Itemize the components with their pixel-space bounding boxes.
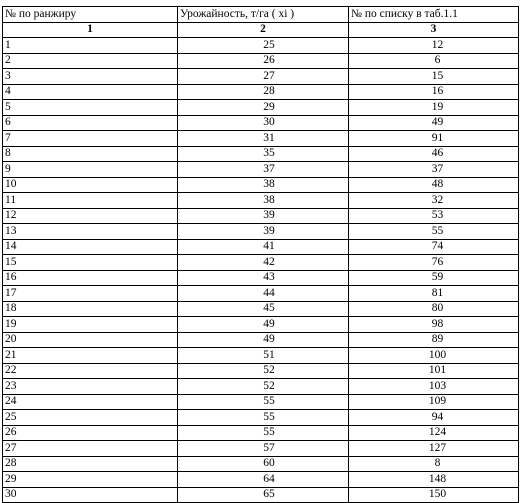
list-number-cell-value: 80 xyxy=(431,302,444,314)
list-number-cell xyxy=(349,224,519,240)
yield-cell xyxy=(178,69,349,85)
yield-cell xyxy=(178,410,349,426)
table-row xyxy=(3,146,519,162)
table-row xyxy=(3,456,519,472)
list-number-cell xyxy=(349,177,519,193)
table-row xyxy=(3,53,519,69)
rank-cell: 6 xyxy=(3,115,178,131)
rank-cell: 15 xyxy=(3,255,178,271)
list-number-cell xyxy=(349,456,519,472)
rank-cell: 30 xyxy=(3,487,178,503)
column-number-row xyxy=(3,22,519,38)
table-row xyxy=(3,286,519,302)
yield-cell xyxy=(178,208,349,224)
table-row xyxy=(3,100,519,116)
rank-cell: 13 xyxy=(3,224,178,240)
yield-cell xyxy=(178,286,349,302)
yield-cell-value: 41 xyxy=(263,240,275,252)
yield-cell xyxy=(178,193,349,209)
yield-cell xyxy=(178,487,349,503)
table-row xyxy=(3,410,519,426)
list-number-cell xyxy=(349,441,519,457)
yield-cell-value: 29 xyxy=(263,100,275,113)
rank-cell: 24 xyxy=(3,394,178,410)
yield-cell xyxy=(178,425,349,441)
list-number-cell xyxy=(349,69,519,85)
yield-cell-value: 42 xyxy=(263,255,275,268)
rank-cell: 22 xyxy=(3,363,178,379)
list-number-cell xyxy=(349,84,519,100)
table-row xyxy=(3,441,519,457)
rank-cell: 14 xyxy=(3,239,178,255)
list-number-cell xyxy=(349,255,519,271)
table-row xyxy=(3,177,519,193)
list-number-cell-value: 53 xyxy=(431,209,444,221)
header-row xyxy=(3,7,519,23)
list-number-cell-value: 8 xyxy=(434,457,441,469)
table-row xyxy=(3,472,519,488)
yield-cell-value: 49 xyxy=(263,317,275,330)
list-number-cell-value: 16 xyxy=(431,85,444,97)
table-row xyxy=(3,270,519,286)
yield-cell xyxy=(178,270,349,286)
rank-cell: 28 xyxy=(3,456,178,472)
list-number-cell xyxy=(349,208,519,224)
list-number-cell xyxy=(349,131,519,147)
yield-cell-value: 39 xyxy=(263,224,275,237)
yield-cell-value: 26 xyxy=(263,54,275,66)
list-number-cell-value: 98 xyxy=(431,317,444,330)
list-number-cell xyxy=(349,162,519,178)
table-row xyxy=(3,394,519,410)
rank-cell: 18 xyxy=(3,301,178,317)
yield-cell xyxy=(178,115,349,131)
list-number-cell xyxy=(349,487,519,503)
yield-cell xyxy=(178,177,349,193)
yield-cell-value: 65 xyxy=(263,488,275,500)
yield-cell xyxy=(178,38,349,54)
yield-cell-value: 52 xyxy=(263,379,275,392)
list-number-cell xyxy=(349,348,519,364)
rank-cell: 9 xyxy=(3,162,178,178)
yield-cell-value: 28 xyxy=(263,85,275,97)
column-number-2: 2 xyxy=(178,22,349,38)
header-rank-number: № по ранжиру xyxy=(3,7,178,23)
yield-cell-value: 64 xyxy=(263,472,275,485)
list-number-cell-value: 109 xyxy=(428,395,447,407)
yield-cell xyxy=(178,301,349,317)
list-number-cell xyxy=(349,239,519,255)
list-number-cell xyxy=(349,363,519,379)
table-row xyxy=(3,224,519,240)
yield-cell-value: 57 xyxy=(263,441,275,454)
yield-cell-value: 55 xyxy=(263,410,275,423)
rank-cell: 19 xyxy=(3,317,178,333)
list-number-cell xyxy=(349,410,519,426)
rank-cell: 20 xyxy=(3,332,178,348)
list-number-cell-value: 55 xyxy=(431,224,444,237)
yield-cell xyxy=(178,348,349,364)
list-number-cell-value: 81 xyxy=(431,286,444,299)
list-number-cell xyxy=(349,394,519,410)
yield-cell xyxy=(178,379,349,395)
list-number-cell-value: 6 xyxy=(434,54,441,66)
yield-cell xyxy=(178,394,349,410)
table-row xyxy=(3,379,519,395)
list-number-cell-value: 124 xyxy=(428,426,447,438)
yield-cell-value: 55 xyxy=(263,395,275,407)
list-number-cell-value: 100 xyxy=(428,348,447,361)
rank-cell: 17 xyxy=(3,286,178,302)
list-number-cell-value: 148 xyxy=(428,472,447,485)
rank-cell: 8 xyxy=(3,146,178,162)
list-number-cell-value: 91 xyxy=(431,131,444,144)
rank-cell: 26 xyxy=(3,425,178,441)
table-row xyxy=(3,487,519,503)
table-row xyxy=(3,239,519,255)
table-row xyxy=(3,348,519,364)
yield-cell xyxy=(178,332,349,348)
table-row xyxy=(3,255,519,271)
yield-cell xyxy=(178,146,349,162)
yield-cell-value: 35 xyxy=(263,147,275,159)
column-number-1: 1 xyxy=(3,22,178,38)
list-number-cell xyxy=(349,286,519,302)
rank-cell: 3 xyxy=(3,69,178,85)
list-number-cell xyxy=(349,100,519,116)
table-row xyxy=(3,208,519,224)
yield-cell xyxy=(178,131,349,147)
list-number-cell-value: 19 xyxy=(431,100,444,113)
list-number-cell-value: 49 xyxy=(431,116,444,128)
column-number-3: 3 xyxy=(349,22,519,38)
yield-cell xyxy=(178,472,349,488)
list-number-cell-value: 32 xyxy=(431,193,444,206)
list-number-cell-value: 127 xyxy=(428,441,447,454)
list-number-cell xyxy=(349,38,519,54)
yield-cell xyxy=(178,100,349,116)
table-row xyxy=(3,193,519,209)
yield-cell-value: 30 xyxy=(263,116,275,128)
list-number-cell-value: 12 xyxy=(431,38,444,51)
table-row xyxy=(3,38,519,54)
yield-cell xyxy=(178,441,349,457)
yield-cell-value: 39 xyxy=(263,209,275,221)
list-number-cell-value: 15 xyxy=(431,69,444,82)
rank-cell: 2 xyxy=(3,53,178,69)
yield-cell xyxy=(178,53,349,69)
rank-cell: 1 xyxy=(3,38,178,54)
yield-cell-value: 43 xyxy=(263,271,275,283)
rank-cell: 7 xyxy=(3,131,178,147)
yield-cell-value: 55 xyxy=(263,426,275,438)
rank-cell: 29 xyxy=(3,472,178,488)
rank-cell: 21 xyxy=(3,348,178,364)
list-number-cell xyxy=(349,193,519,209)
list-number-cell-value: 37 xyxy=(431,162,444,175)
yield-cell xyxy=(178,317,349,333)
list-number-cell xyxy=(349,53,519,69)
list-number-cell-value: 150 xyxy=(428,488,447,500)
yield-cell-value: 31 xyxy=(263,131,275,144)
rank-cell: 5 xyxy=(3,100,178,116)
table-row xyxy=(3,363,519,379)
list-number-cell-value: 94 xyxy=(431,410,444,423)
list-number-cell xyxy=(349,379,519,395)
list-number-cell xyxy=(349,270,519,286)
table-row xyxy=(3,301,519,317)
yield-cell xyxy=(178,84,349,100)
yield-cell-value: 44 xyxy=(263,286,275,299)
yield-cell-value: 25 xyxy=(263,38,275,51)
header-list-number: № по списку в таб.1.1 xyxy=(349,7,519,23)
yield-cell-value: 49 xyxy=(263,333,275,345)
table-row xyxy=(3,317,519,333)
list-number-cell-value: 76 xyxy=(431,255,444,268)
rank-cell: 25 xyxy=(3,410,178,426)
yield-cell xyxy=(178,456,349,472)
table-row xyxy=(3,84,519,100)
list-number-cell xyxy=(349,115,519,131)
list-number-cell xyxy=(349,317,519,333)
rank-cell: 10 xyxy=(3,177,178,193)
yield-cell-value: 38 xyxy=(263,193,275,206)
list-number-cell-value: 48 xyxy=(431,178,444,190)
yield-cell-value: 52 xyxy=(263,364,275,376)
rank-cell: 12 xyxy=(3,208,178,224)
table-row xyxy=(3,162,519,178)
list-number-cell xyxy=(349,425,519,441)
yield-cell-value: 38 xyxy=(263,178,275,190)
yield-cell xyxy=(178,363,349,379)
yield-cell-value: 27 xyxy=(263,69,275,82)
list-number-cell xyxy=(349,332,519,348)
table-body xyxy=(3,7,519,503)
rank-cell: 23 xyxy=(3,379,178,395)
yield-cell xyxy=(178,255,349,271)
yield-cell-value: 51 xyxy=(263,348,275,361)
list-number-cell xyxy=(349,146,519,162)
rank-cell: 11 xyxy=(3,193,178,209)
ranked-yield-table xyxy=(2,6,519,503)
list-number-cell-value: 46 xyxy=(431,147,444,159)
list-number-cell xyxy=(349,472,519,488)
yield-cell-value: 45 xyxy=(263,302,275,314)
rank-cell: 16 xyxy=(3,270,178,286)
list-number-cell-value: 74 xyxy=(431,240,444,252)
yield-cell-value: 60 xyxy=(263,457,275,469)
table-row xyxy=(3,115,519,131)
rank-cell: 27 xyxy=(3,441,178,457)
list-number-cell-value: 59 xyxy=(431,271,444,283)
list-number-cell xyxy=(349,301,519,317)
header-yield: Урожайность, т/га ( xi ) xyxy=(178,7,349,23)
list-number-cell-value: 89 xyxy=(431,333,444,345)
yield-cell-value: 37 xyxy=(263,162,275,175)
table-row xyxy=(3,69,519,85)
list-number-cell-value: 101 xyxy=(428,364,447,376)
table-row xyxy=(3,131,519,147)
yield-cell xyxy=(178,239,349,255)
table-row xyxy=(3,425,519,441)
yield-cell xyxy=(178,224,349,240)
table-row xyxy=(3,332,519,348)
yield-cell xyxy=(178,162,349,178)
rank-cell: 4 xyxy=(3,84,178,100)
list-number-cell-value: 103 xyxy=(428,379,447,392)
